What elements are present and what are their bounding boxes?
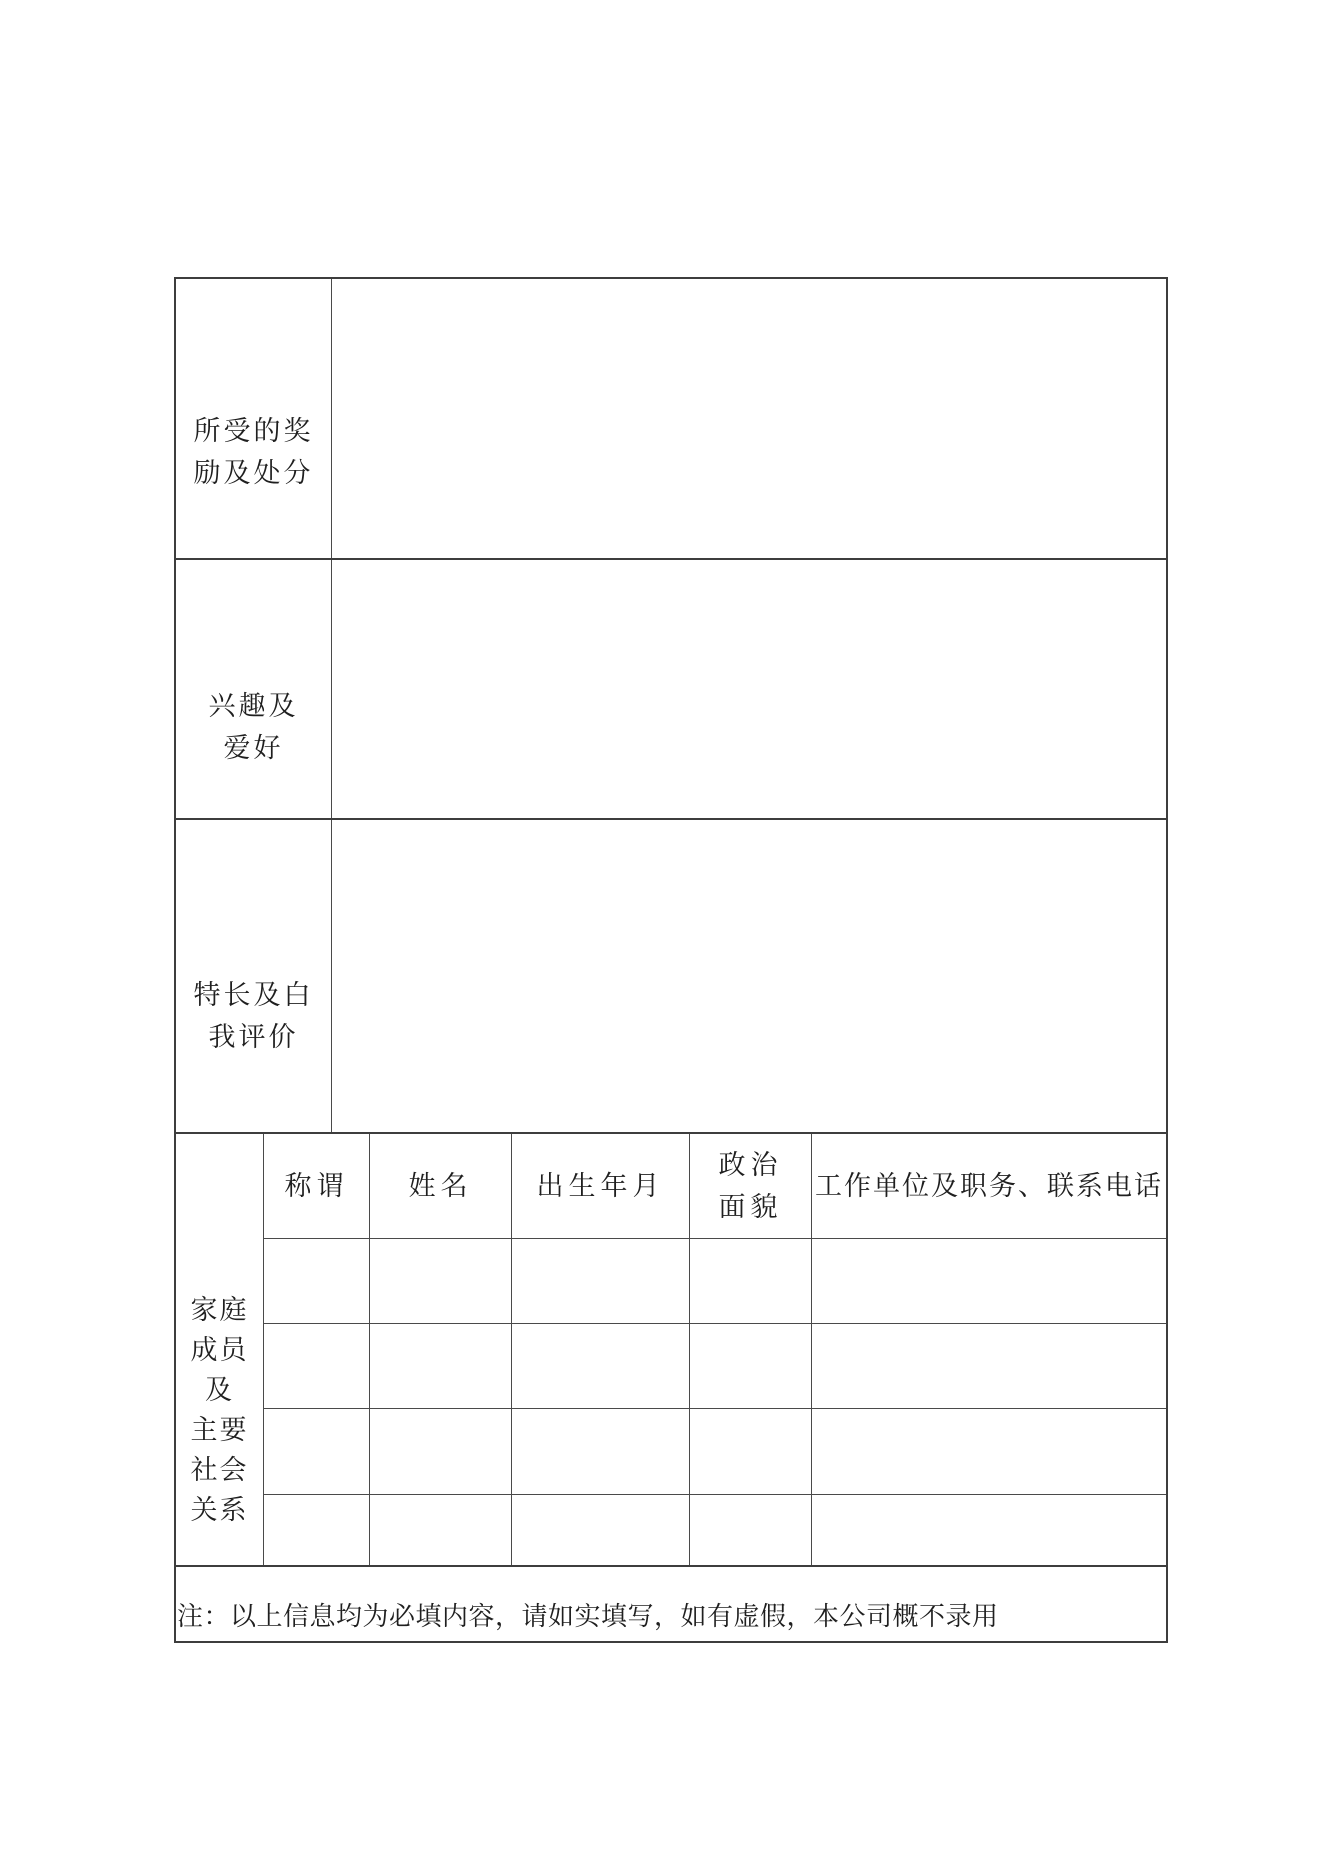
family-cell-political-status[interactable] [690,1495,812,1565]
family-cell-name[interactable] [370,1324,512,1409]
family-data-row [264,1239,1166,1325]
family-label-line: 成员 [190,1334,249,1365]
family-cell-political-status[interactable] [690,1324,812,1409]
family-header-row [264,1134,1166,1239]
family-cell-political-status[interactable] [690,1409,812,1496]
family-label-line: 及 [205,1374,234,1405]
family-section-label [176,1134,264,1565]
family-label-line: 关系 [190,1494,249,1525]
interests-row [176,560,1166,820]
header-text: 政治 [718,1149,783,1180]
family-cell-birthdate[interactable] [512,1239,690,1325]
footer-note-row [176,1567,1166,1641]
family-cell-title[interactable] [264,1409,370,1496]
header-text: 面貌 [718,1191,783,1222]
header-text: 称谓 [284,1170,349,1201]
family-data-row [264,1409,1166,1496]
family-cell-birthdate[interactable] [512,1324,690,1409]
family-cell-workunit-phone[interactable] [812,1239,1166,1325]
family-data-row [264,1495,1166,1565]
family-cell-workunit-phone[interactable] [812,1324,1166,1409]
family-cell-title[interactable] [264,1324,370,1409]
strengths-label-line: 我评价 [208,1022,299,1052]
family-label-line: 主要 [190,1414,249,1445]
header-text: 出生年月 [536,1170,665,1201]
interests-input-area[interactable] [332,560,1166,818]
family-header-birthdate [512,1134,690,1239]
family-label-line: 社会 [190,1454,249,1485]
awards-input-area[interactable] [332,279,1166,558]
awards-label-line: 所受的奖 [193,415,314,446]
family-cell-political-status[interactable] [690,1239,812,1325]
family-cell-name[interactable] [370,1409,512,1496]
family-label-line: 家庭 [190,1294,249,1325]
family-cell-workunit-phone[interactable] [812,1495,1166,1565]
strengths-input-area[interactable] [332,820,1166,1132]
family-header-name [370,1134,512,1239]
interests-label-line: 兴趣及 [208,691,299,721]
family-header-workunit-phone [812,1134,1166,1239]
footer-note-text: 注：以上信息均为必填内容，请如实填写，如有虚假，本公司概不录用 [177,1601,999,1631]
strengths-label-line: 特长及白 [193,980,314,1010]
strengths-row [176,820,1166,1134]
awards-label-line: 励及处分 [193,457,314,488]
header-text: 工作单位及职务、联系电话 [815,1170,1163,1201]
awards-label [176,279,332,558]
family-header-title [264,1134,370,1239]
header-text: 姓名 [408,1170,473,1201]
family-data-row [264,1324,1166,1409]
family-cell-birthdate[interactable] [512,1409,690,1496]
family-cell-workunit-phone[interactable] [812,1409,1166,1496]
strengths-label [176,820,332,1132]
family-cell-birthdate[interactable] [512,1495,690,1565]
interests-label-line: 爱好 [223,733,284,763]
family-header-political-status [690,1134,812,1239]
family-cell-title[interactable] [264,1495,370,1565]
interests-label [176,560,332,818]
family-section [176,1134,1166,1567]
family-cell-name[interactable] [370,1495,512,1565]
application-form-table [174,277,1168,1643]
awards-row [176,279,1166,560]
family-table [264,1134,1166,1565]
family-cell-name[interactable] [370,1239,512,1325]
family-cell-title[interactable] [264,1239,370,1325]
